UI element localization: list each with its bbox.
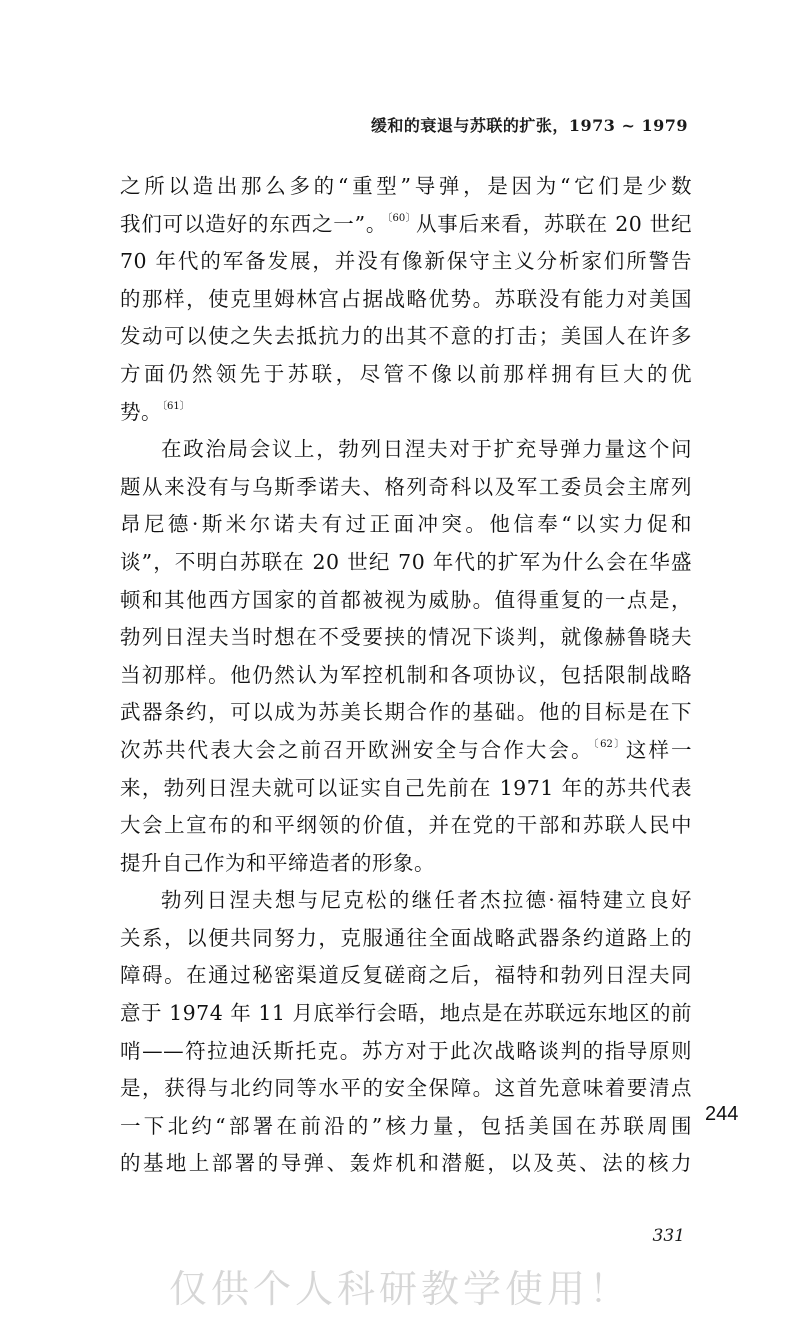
original-page-number: 244 xyxy=(705,1103,739,1125)
body-text xyxy=(120,168,692,1183)
text-line: 我们可以造好的东西之一”。$^{〔60〕}$从事后来看，苏联在 20 世纪 xyxy=(120,211,692,236)
text-line: 一下北约“部署在前沿的”核力量，包括美国在苏联周围 xyxy=(120,1113,692,1138)
text-line: 当初那样。他仍然认为军控机制和各项协议，包括限制战略 xyxy=(120,662,692,687)
text-line: 70 年代的军备发展，并没有像新保守主义分析家们所警告 xyxy=(120,249,692,274)
text-line: 关系，以便共同努力，克服通往全面战略武器条约道路上的 xyxy=(120,925,692,950)
text-line: 勃列日涅夫当时想在不受要挟的情况下谈判，就像赫鲁晓夫 xyxy=(120,625,692,650)
text-line: 武器条约，可以成为苏美长期合作的基础。他的目标是在下 xyxy=(120,700,692,725)
text-line: 的基地上部署的导弹、轰炸机和潜艇，以及英、法的核力 xyxy=(120,1151,692,1176)
text-line: 之所以造出那么多的“重型”导弹，是因为“它们是少数 xyxy=(120,174,692,198)
text-line: 的那样，使克里姆林宫占据战略优势。苏联没有能力对美国 xyxy=(120,286,692,311)
text-line: 大会上宣布的和平纲领的价值，并在党的干部和苏联人民中 xyxy=(120,813,692,838)
text-line: 题从来没有与乌斯季诺夫、格列奇科以及军工委员会主席列 xyxy=(120,474,692,499)
text-line: 是，获得与北约同等水平的安全保障。这首先意味着要清点 xyxy=(120,1076,692,1101)
text-line: 发动可以使之失去抵抗力的出其不意的打击；美国人在许多 xyxy=(120,324,692,349)
footnote-ref: 〔60〕 xyxy=(387,212,416,224)
text-line: 方面仍然领先于苏联，尽管不像以前那样拥有巨大的优 xyxy=(120,361,692,386)
page-number: 331 xyxy=(652,1226,685,1246)
text-line: 顿和其他西方国家的首都被视为威胁。值得重复的一点是， xyxy=(120,587,692,612)
text-line: 来，勃列日涅夫就可以证实自己先前在 1971 年的苏共代表 xyxy=(120,775,692,800)
text-line: 势。$^{〔61〕}$ xyxy=(120,399,190,424)
text-line: 提升自己作为和平缔造者的形象。 xyxy=(120,850,435,875)
footnote-ref: 〔61〕 xyxy=(162,400,190,412)
watermark: 仅供个人科研教学使用！ xyxy=(168,1267,631,1311)
text-line: 谈”，不明白苏联在 20 世纪 70 年代的扩军为什么会在华盛 xyxy=(120,549,692,574)
footnote-ref: 〔62〕 xyxy=(593,738,626,750)
text-line: 昂尼德·斯米尔诺夫有过正面冲突。他信奉“以实力促和 xyxy=(120,512,692,537)
text-line: 障碍。在通过秘密渠道反复磋商之后，福特和勃列日涅夫同 xyxy=(120,963,692,988)
text-line: 勃列日涅夫想与尼克松的继任者杰拉德·福特建立良好 xyxy=(161,888,692,913)
text-line: 次苏共代表大会之前召开欧洲安全与合作大会。$^{〔62〕}$这样一 xyxy=(120,737,693,762)
text-line: 哨——符拉迪沃斯托克。苏方对于此次战略谈判的指导原则 xyxy=(120,1038,692,1063)
text-line: 在政治局会议上，勃列日涅夫对于扩充导弹力量这个问 xyxy=(161,437,692,462)
running-head: 缓和的衰退与苏联的扩张，1973 ~ 1979 xyxy=(370,116,688,135)
text-line: 意于 1974 年 11 月底举行会晤，地点是在苏联远东地区的前 xyxy=(120,1001,692,1026)
